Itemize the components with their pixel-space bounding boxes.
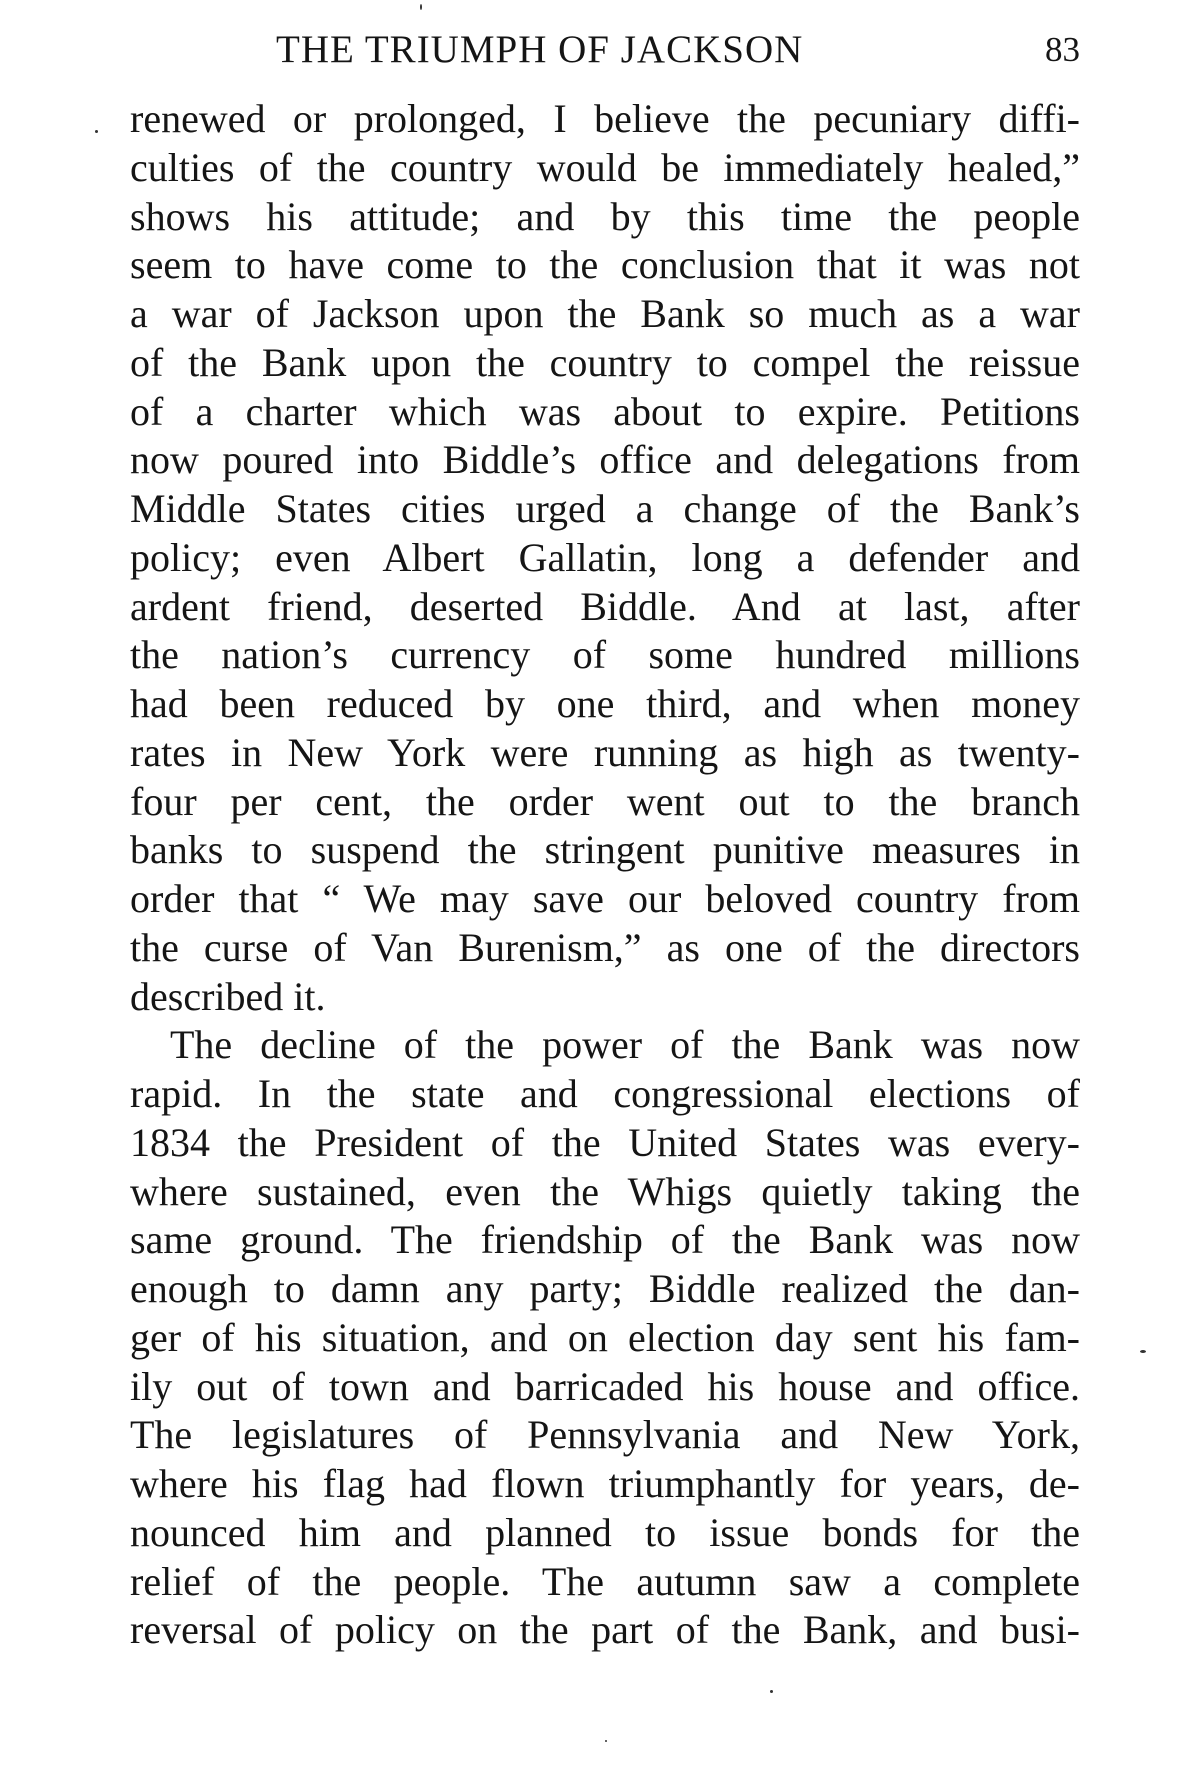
text-line: rapid. In the state and congressional elections of bbox=[130, 1071, 1080, 1116]
text-line: ily out of town and barricaded his house and office. bbox=[130, 1363, 1080, 1409]
text-line: 1834 the President of the United States was every- bbox=[130, 1119, 1080, 1165]
scan-speck bbox=[420, 4, 422, 10]
running-head bbox=[130, 22, 1088, 78]
text-line: same ground. The friendship of the Bank was now bbox=[130, 1217, 1080, 1263]
text-line: enough to damn any party; Biddle realized the dan- bbox=[130, 1266, 1080, 1311]
text-line: where his flag had flown triumphantly for years, de- bbox=[130, 1461, 1080, 1506]
text-line: culties of the country would be immediately healed,” bbox=[130, 144, 1080, 190]
text-line: policy; even Albert Gallatin, long a defender and bbox=[130, 534, 1080, 580]
text-line: renewed or prolonged, I believe the pecuniary diffi- bbox=[130, 96, 1080, 141]
text-line: four per cent, the order went out to the branch bbox=[130, 778, 1080, 824]
text-line: seem to have come to the conclusion that it was not bbox=[130, 242, 1080, 288]
text-line: ger of his situation, and on election day sent his fam- bbox=[130, 1314, 1080, 1360]
text-line: had been reduced by one third, and when money bbox=[130, 681, 1080, 726]
text-line: described it. bbox=[130, 973, 326, 1019]
page-number: 83 bbox=[1045, 30, 1080, 69]
text-line: The decline of the power of the Bank was now bbox=[170, 1022, 1080, 1068]
text-line: a war of Jackson upon the Bank so much as a war bbox=[130, 291, 1080, 336]
text-line: banks to suspend the stringent punitive measures in bbox=[130, 827, 1080, 873]
text-line: order that “ We may save our beloved country from bbox=[130, 876, 1080, 921]
text-line: relief of the people. The autumn saw a complete bbox=[130, 1558, 1080, 1604]
text-line: rates in New York were running as high as twenty- bbox=[130, 729, 1080, 775]
paragraph-2 bbox=[130, 1021, 1080, 1655]
paragraph-1 bbox=[130, 95, 1080, 1021]
text-line: reversal of policy on the part of the Bank, and busi- bbox=[130, 1607, 1080, 1653]
text-line: nounced him and planned to issue bonds for the bbox=[130, 1509, 1080, 1555]
scan-speck bbox=[1140, 1350, 1146, 1353]
text-line: now poured into Biddle’s office and delegations from bbox=[130, 437, 1080, 483]
text-line: the curse of Van Burenism,” as one of the directors bbox=[130, 924, 1080, 970]
scan-speck bbox=[95, 130, 98, 133]
text-line: Middle States cities urged a change of the Bank’s bbox=[130, 486, 1080, 531]
text-line: ardent friend, deserted Biddle. And at last, after bbox=[130, 583, 1080, 629]
scan-speck bbox=[605, 1740, 607, 1742]
text-line: shows his attitude; and by this time the people bbox=[130, 193, 1080, 239]
text-line: the nation’s currency of some hundred millions bbox=[130, 632, 1080, 678]
text-line: where sustained, even the Whigs quietly taking the bbox=[130, 1168, 1080, 1214]
body-text bbox=[130, 95, 1080, 1655]
text-line: The legislatures of Pennsylvania and New York, bbox=[130, 1412, 1080, 1458]
running-title: THE TRIUMPH OF JACKSON bbox=[276, 28, 804, 71]
scan-speck bbox=[770, 1690, 773, 1693]
text-line: of a charter which was about to expire. Petitions bbox=[130, 388, 1080, 434]
text-line: of the Bank upon the country to compel the reissue bbox=[130, 339, 1080, 385]
